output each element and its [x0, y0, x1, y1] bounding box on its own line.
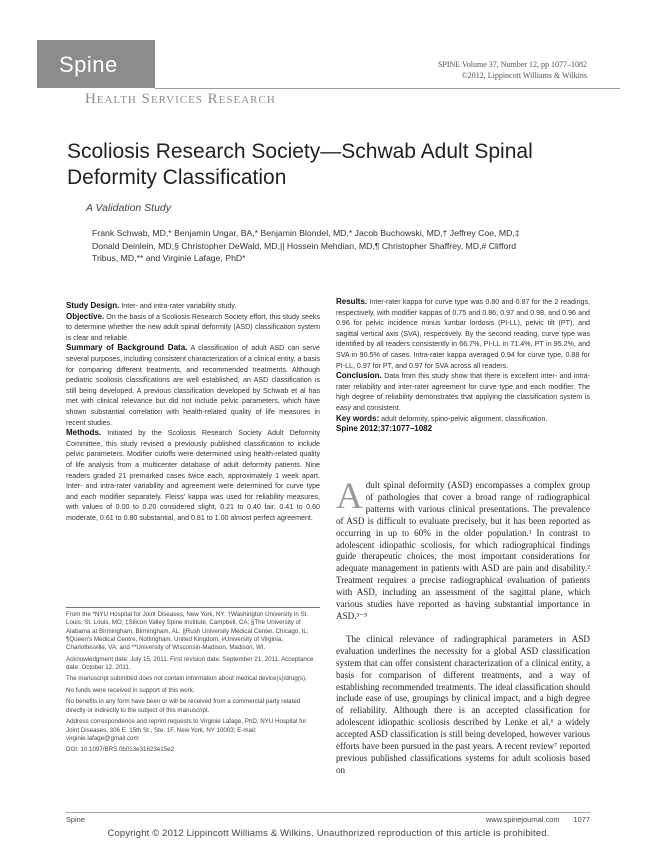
article-title: Scoliosis Research Society—Schwab Adult Spinal Deformity Classification — [67, 140, 533, 189]
journal-logo — [37, 40, 155, 88]
article-subtitle: A Validation Study — [86, 202, 172, 214]
study-design-text: Inter- and intra-rater variability study. — [121, 302, 237, 310]
footnote-rule — [66, 607, 320, 608]
section-label: Health Services Research — [85, 91, 276, 107]
body-paragraph-2: The clinical relevance of radiographical parameters in ASD evaluation underlines the necessity for a global ASD classification system that can offer consistent characterization of a clinical entity, a basis for comparison of different treatments, and a way of establishing recommended treatments. The ideal classification should include ease of use, groupings by clinical impact, and a high degree of reliability. Although there is an accepted classification for adolescent idiopathic scoliosis described by Lenke et al,⁶ a widely accepted ASD classification is still being developed, however various efforts have been pursued in the past years. A recent review⁷ reported previous published classifications systems for adult scoliosis based on — [336, 633, 590, 775]
body-paragraph-1 — [336, 476, 590, 623]
results-text: Inter-rater kappa for curve type was 0.80 and 0.87 for the 2 readings, respectively, with modifier kappas of 0.75 and 0.86, 0.97 and 0.98, and 0.96 and 0.96 for pelvic incidence minus lumbar lordosis (PI-LL), pelvic tilt (PT), and sagittal vertical axis (SVA), respectively. By the second reading, curve type was identified by all readers consistently in 66.7%, PI-LL in 71.4%, PT in 95.2%, and SVA in 90.5% of cases. Intra-rater kappa averaged 0.94 for curve type, 0.88 for PI-LL, 0.97 for PT, and 0.97 for SVA across all readers. — [336, 298, 590, 370]
footer-right — [486, 815, 590, 824]
background-label: Summary of Background Data. — [66, 343, 188, 353]
conclusion-text: Data from this study show that there is excellent inter- and intra-rater reliability and inter-rater agreement for curve type and each modifier. The high degree of reliability demonstrates that applying the classification system is easy and consistent. — [336, 372, 590, 412]
abstract-keywords — [336, 414, 590, 425]
citation-text: Spine 2012;37:1077–1082 — [336, 424, 433, 434]
abstract-conclusion — [336, 371, 590, 413]
background-text: A classification of adult ASD can serve several purposes, including consistent characterization of a clinical entity, a basis for comparing different treatments, and recommended treatments. Although pediatric scoliosis classifications are well established, an ASD classification is still being developed. A previous classification developed by Schwab et al has met with clinical relevance but did not include pelvic parameters, which have shown substantial correlation with health-related quality of life measures in recent studies. — [66, 344, 320, 427]
footnote-doi: DOI: 10.1097/BRS.0b013e31823e15e2 — [66, 746, 175, 754]
abstract-objective — [66, 312, 320, 344]
footnote-funds: No funds were received in support of this work. — [66, 686, 195, 694]
abstract-background — [66, 343, 320, 428]
abstract-results — [336, 297, 590, 371]
footnote-dates: Acknowledgment date: July 15, 2011. First revision date: September 21, 2011. Acceptance date: October 12, 2011. — [66, 655, 314, 671]
footnote-affiliations: From the *NYU Hospital for Joint Diseases, New York, NY; †Washington University in St. Louis, St. Louis, MO; ‡Silicon Valley Spine Institute, Campbell, CA; §The University of Alabama at Birmingham, Birmingham, AL; ||Rush University Medical Center, Chicago, IL; ¶Queen's Medical Centre, Nottingham, United Kingdom; #University of Virginia, Charlottesville, VA; and **University of Wisconsin-Madison, Madison, WI. — [66, 611, 309, 652]
journal-info — [438, 59, 587, 81]
journal-volume-line: SPINE Volume 37, Number 12, pp 1077–1082 — [437, 60, 587, 69]
footnote-correspondence: Address correspondence and reprint requests to Virginie Lafage, PhD, NYU Hospital for Joint Diseases, 306 E. 15th St., Ste. 1F, New York, NY 10003; E-mail: virginie.lafage@gmail.com — [66, 718, 307, 742]
header-rule — [155, 88, 620, 89]
article-body — [336, 476, 590, 777]
page-number: 1077 — [573, 815, 590, 824]
journal-copyright-line: ©2012, Lippincott Williams & Wilkins — [461, 71, 587, 80]
footnotes — [66, 611, 320, 758]
drop-cap: A — [336, 476, 363, 517]
journal-logo-text: Spine — [59, 52, 118, 77]
footnote-benefits: No benefits in any form have been or will be received from a commercial party related directly or indirectly to the subject of this manuscript. — [66, 698, 301, 714]
author-list: Frank Schwab, MD,* Benjamin Ungar, BA,* Benjamin Blondel, MD,* Jacob Buchowski, MD,† Jeffrey Coe, MD,‡ Donald Deinlein, MD,§ Christopher DeWald, MD,|| Hossein Mehdian, MD,¶ Christopher Shaffrey, MD,# Clifford Tribus, MD,** and Virginie Lafage, PhD* — [92, 228, 520, 264]
citation — [336, 424, 590, 435]
methods-label: Methods. — [66, 428, 102, 438]
body-paragraph-1-text: dult spinal deformity (ASD) encompasses a complex group of pathologies that cover a broad range of radiographical patterns with various clinical presentations. The prevalence of ASD is difficult to evaluate precisely, but it has been reported as occurring in up to 60% in the older population.¹ In contrast to adolescent idiopathic scoliosis, for which radiographical findings guide therapeutic choices, the most important considerations for adequate management in patients with ASD are pain and disability.² Treatment requires a precise radiographical evaluation of patients with ASD, including an assessment of the sagittal plane, which various studies have reported as having substantial importance in ASD.³⁻⁵ — [336, 480, 590, 621]
abstract-left-column — [66, 301, 320, 523]
abstract-methods — [66, 428, 320, 523]
keywords-text: adult deformity, spino-pelvic alignment, classification. — [381, 414, 548, 423]
objective-label: Objective. — [66, 311, 105, 321]
keywords-label: Key words: — [336, 413, 380, 423]
footer-url[interactable]: www.spinejournal.com — [486, 815, 560, 824]
abstract-right-column — [336, 297, 590, 435]
footer-rule — [66, 812, 590, 813]
copyright-notice: Copyright © 2012 Lippincott Williams & Wilkins. Unauthorized reproduction of this article is prohibited. — [107, 827, 550, 838]
abstract-study-design — [66, 301, 320, 312]
footnote-devices: The manuscript submitted does not contain information about medical device(s)/drug(s). — [66, 675, 307, 683]
methods-text: Initiated by the Scoliosis Research Society Adult Deformity Committee, this study revised a previously published classification to include pelvic parameters. Modifier cutoffs were determined using health-related quality of life analysis from a multicenter database of adult deformity patients. Nine readers graded 21 premarked cases twice each, approximately 1 week apart. Inter- and intra-rater variability and agreement were determined for curve type and each modifier separately. Fleiss' kappa was used for reliability measures, with values of 0.00 to 0.20 considered slight, 0.21 to 0.40 fair, 0.41 to 0.60 moderate, 0.61 to 0.80 substantial, and 0.81 to 1.00 almost perfect agreement. — [66, 429, 320, 522]
objective-text: On the basis of a Scoliosis Research Society effort, this study seeks to determine whether the new adult spinal deformity (ASD) classification system is clear and reliable. — [66, 312, 320, 342]
results-label: Results. — [336, 297, 368, 306]
conclusion-label: Conclusion. — [336, 371, 382, 381]
study-design-label: Study Design. — [66, 301, 120, 310]
footer-journal: Spine — [66, 815, 85, 824]
